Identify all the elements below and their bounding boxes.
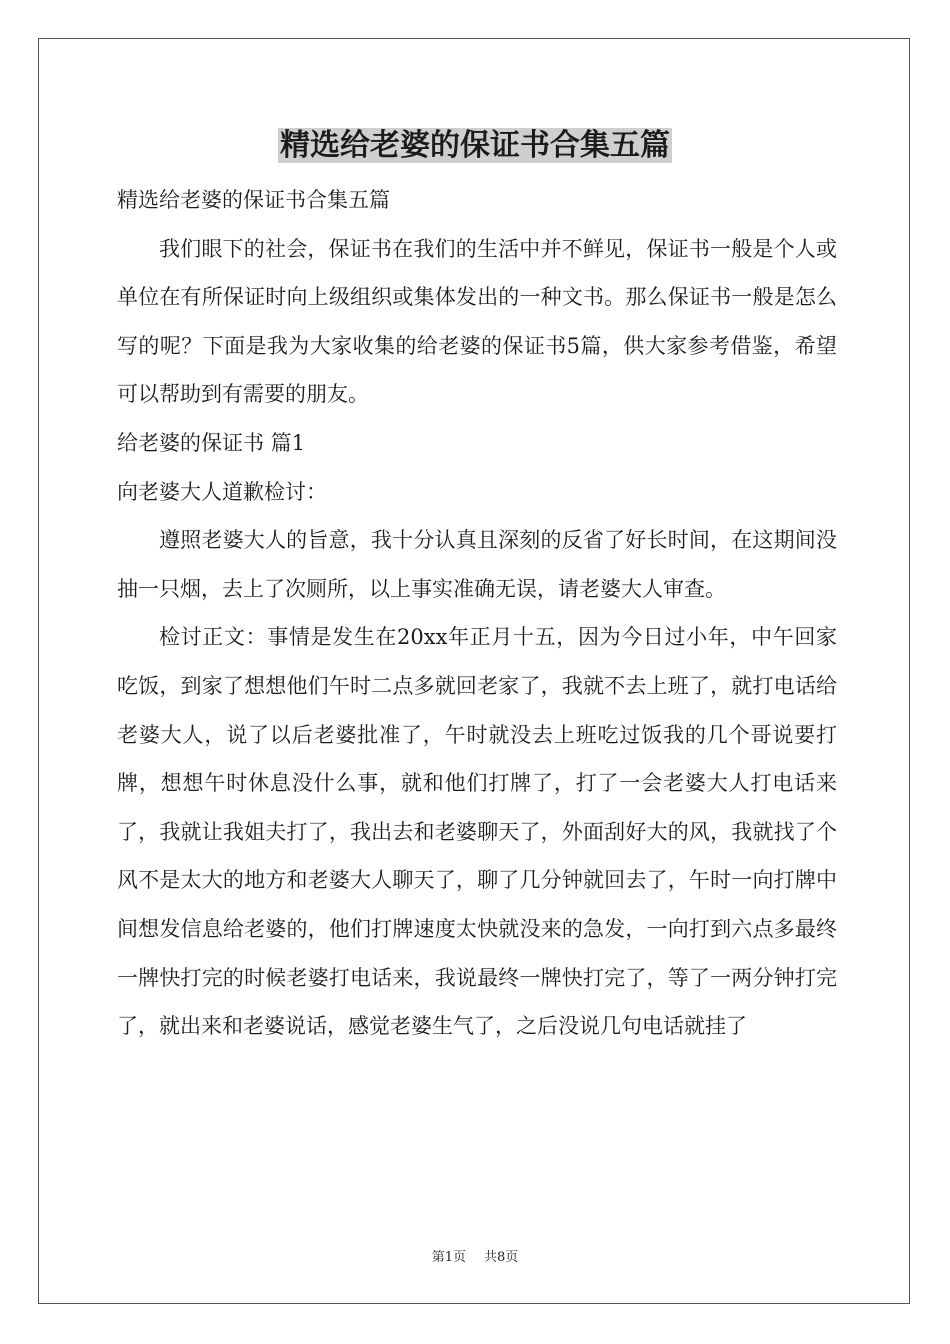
body-paragraph-1: 遵照老婆大人的旨意，我十分认真且深刻的反省了好长时间，在这期间没抽一只烟，去上了次厕所，以上事实准确无误，请老婆大人审查。 xyxy=(117,528,837,601)
document-subtitle: 精选给老婆的保证书合集五篇 xyxy=(117,188,390,212)
page-number-total: 共8页 xyxy=(484,1250,519,1265)
page-number-current: 第1页 xyxy=(431,1250,466,1265)
salutation: 向老婆大人道歉检讨： xyxy=(117,479,327,504)
section-heading: 给老婆的保证书 篇1 xyxy=(117,430,306,455)
body-paragraph-2: 检讨正文：事情是发生在20xx年正月十五，因为今日过小年，中午回家吃饭，到家了想想他们午时二点多就回老家了，我就不去上班了，就打电话给老婆大人，说了以后老婆批准了，午时就没去上班吃过饭我的几个哥说要打牌，想想午时休息没什么事，就和他们打牌了，打了一会老婆大人打电话来了，我就让我姐夫打了，我出去和老婆聊天了，外面刮好大的风，我就找了个风不是太大的地方和老婆大人聊天了，聊了几分钟就回去了，午时一向打牌中间想发信息给老婆的，他们打牌速度太快就没来的急发，一向打到六点多最终一牌快打完的时候老婆打电话来，我说最终一牌快打完了，等了一两分钟打完了，就出来和老婆说话，感觉老婆生气了，之后没说几句电话就挂了 xyxy=(117,625,837,1039)
intro-paragraph: 我们眼下的社会，保证书在我们的生活中并不鲜见，保证书一般是个人或单位在有所保证时向上级组织或集体发出的一种文书。那么保证书一般是怎么写的呢？下面是我为大家收集的给老婆的保证书5篇，供大家参考借鉴，希望可以帮助到有需要的朋友。 xyxy=(117,236,837,407)
page-footer xyxy=(0,1246,950,1265)
document-title xyxy=(0,126,950,166)
document-body xyxy=(117,176,837,1051)
document-title-text: 精选给老婆的保证书合集五篇 xyxy=(280,128,670,163)
